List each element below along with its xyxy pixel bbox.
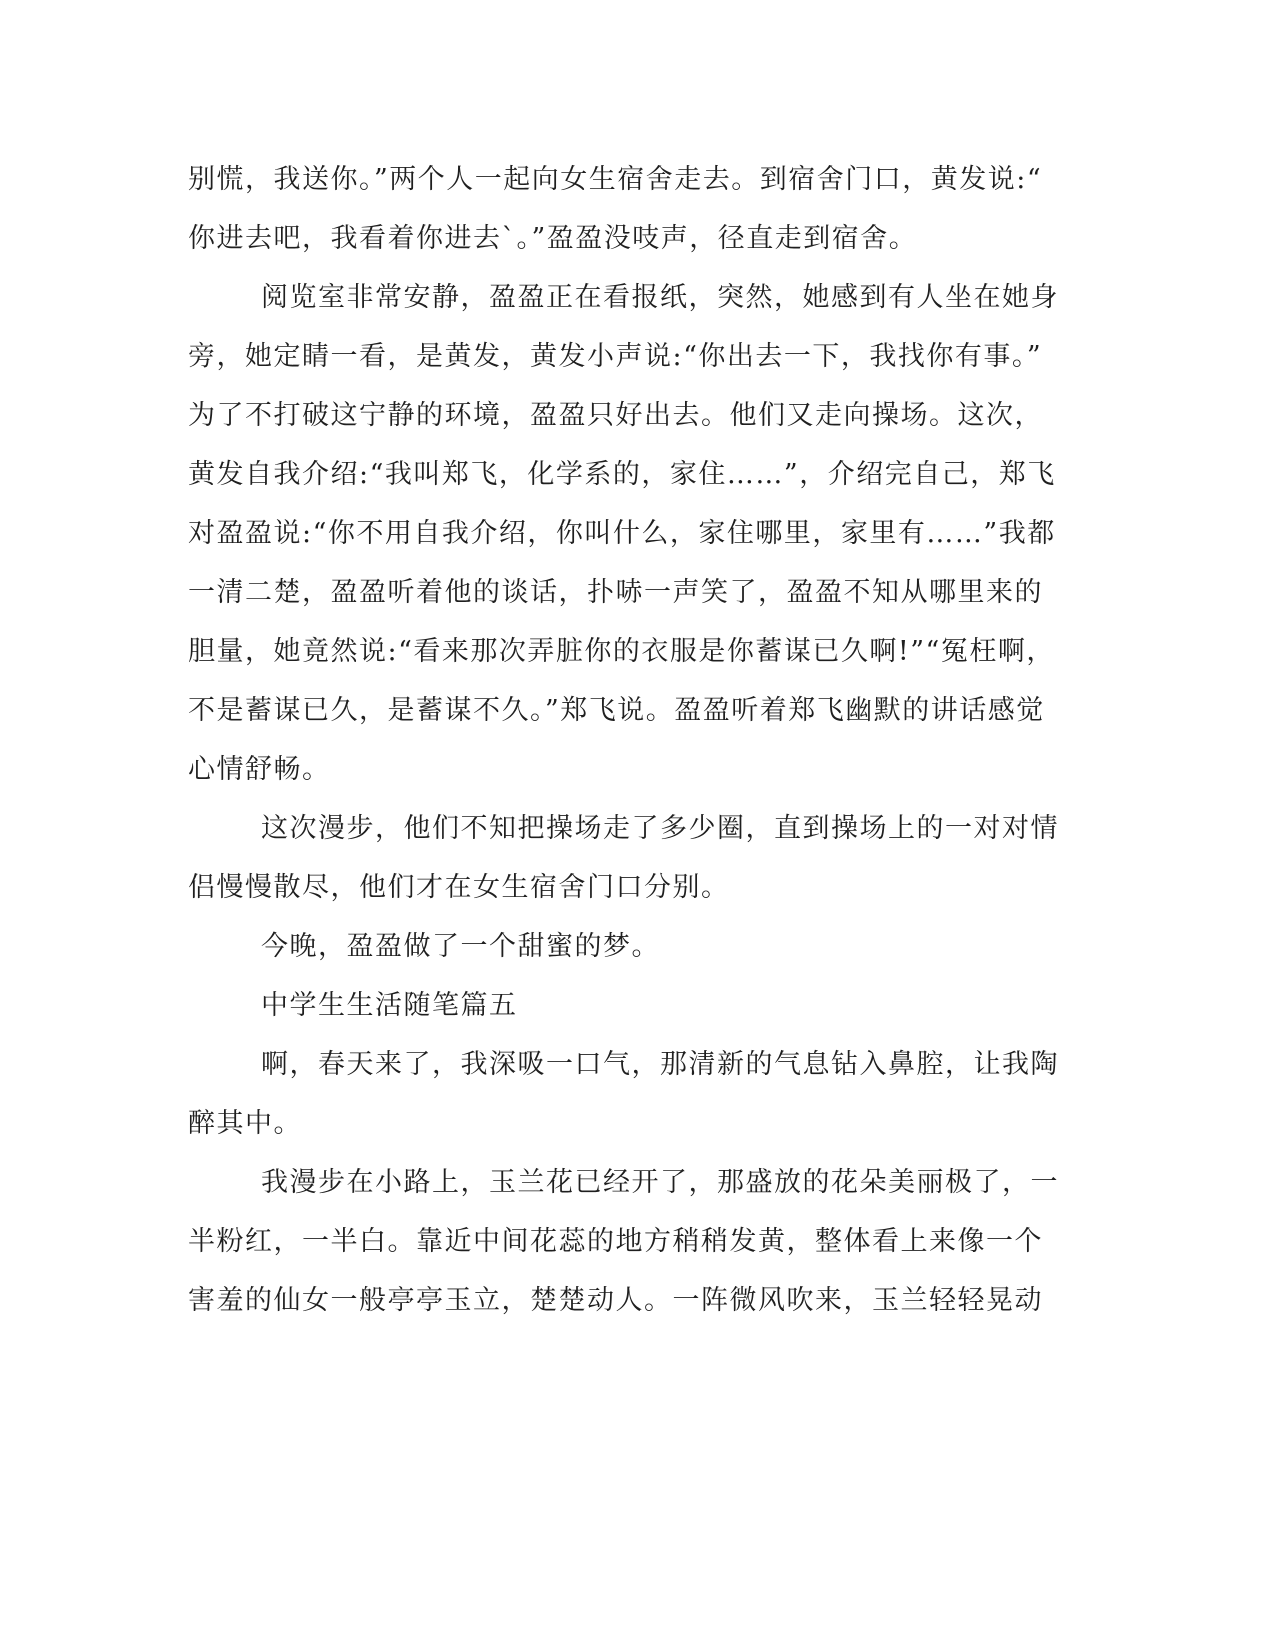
text-line [0,632,1275,672]
section-heading-text: 中学生生活随笔篇五 [261,990,518,1021]
text-line-content: 黄发自我介绍:“我叫郑飞，化学系的，家住……”，介绍完自己，郑飞 [188,459,1056,490]
text-line-content: 心情舒畅。 [188,754,331,785]
text-line-content: 醉其中。 [188,1108,302,1139]
text-line [0,691,1275,731]
text-line [0,573,1275,613]
text-line-content: 侣慢慢散尽，他们才在女生宿舍门口分别。 [188,872,730,903]
text-line [0,1281,1275,1321]
text-line [0,1104,1275,1144]
section-heading [0,986,1275,1026]
text-line [0,868,1275,908]
text-line [0,278,1275,318]
text-line-content: 别慌，我送你。”两个人一起向女生宿舍走去。到宿舍门口，黄发说:“ [188,164,1043,195]
text-line [0,809,1275,849]
text-line [0,455,1275,495]
text-line-content: 胆量，她竟然说:“看来那次弄脏你的衣服是你蓄谋已久啊!”“冤枉啊， [188,636,1055,667]
text-line [0,1163,1275,1203]
text-line [0,1045,1275,1085]
text-line [0,396,1275,436]
text-line-content: 你进去吧，我看着你进去`。”盈盈没吱声，径直走到宿舍。 [188,223,918,254]
text-line [0,219,1275,259]
text-line-content: 啊，春天来了，我深吸一口气，那清新的气息钻入鼻腔，让我陶 [261,1049,1059,1080]
text-line-content: 害羞的仙女一般亭亭玉立，楚楚动人。一阵微风吹来，玉兰轻轻晃动 [188,1285,1043,1316]
text-line-content: 不是蓄谋已久，是蓄谋不久。”郑飞说。盈盈听着郑飞幽默的讲话感觉 [188,695,1045,726]
text-line-content: 这次漫步，他们不知把操场走了多少圈，直到操场上的一对对情 [261,813,1059,844]
text-line-content: 为了不打破这宁静的环境，盈盈只好出去。他们又走向操场。这次， [188,400,1043,431]
text-line-content: 旁，她定睛一看，是黄发，黄发小声说:“你出去一下，我找你有事。” [188,341,1043,372]
text-line-content: 阅览室非常安静，盈盈正在看报纸，突然，她感到有人坐在她身 [261,282,1059,313]
text-line-content: 我漫步在小路上，玉兰花已经开了，那盛放的花朵美丽极了，一 [261,1167,1059,1198]
text-line-content: 今晚，盈盈做了一个甜蜜的梦。 [261,931,660,962]
text-line-content: 对盈盈说:“你不用自我介绍，你叫什么，家住哪里，家里有……”我都 [188,518,1056,549]
text-line-content: 一清二楚，盈盈听着他的谈话，扑哧一声笑了，盈盈不知从哪里来的 [188,577,1043,608]
text-line [0,750,1275,790]
text-line [0,337,1275,377]
text-line [0,1222,1275,1262]
text-line [0,514,1275,554]
text-line [0,927,1275,967]
text-line [0,160,1275,200]
text-line-content: 半粉红，一半白。靠近中间花蕊的地方稍稍发黄，整体看上来像一个 [188,1226,1043,1257]
